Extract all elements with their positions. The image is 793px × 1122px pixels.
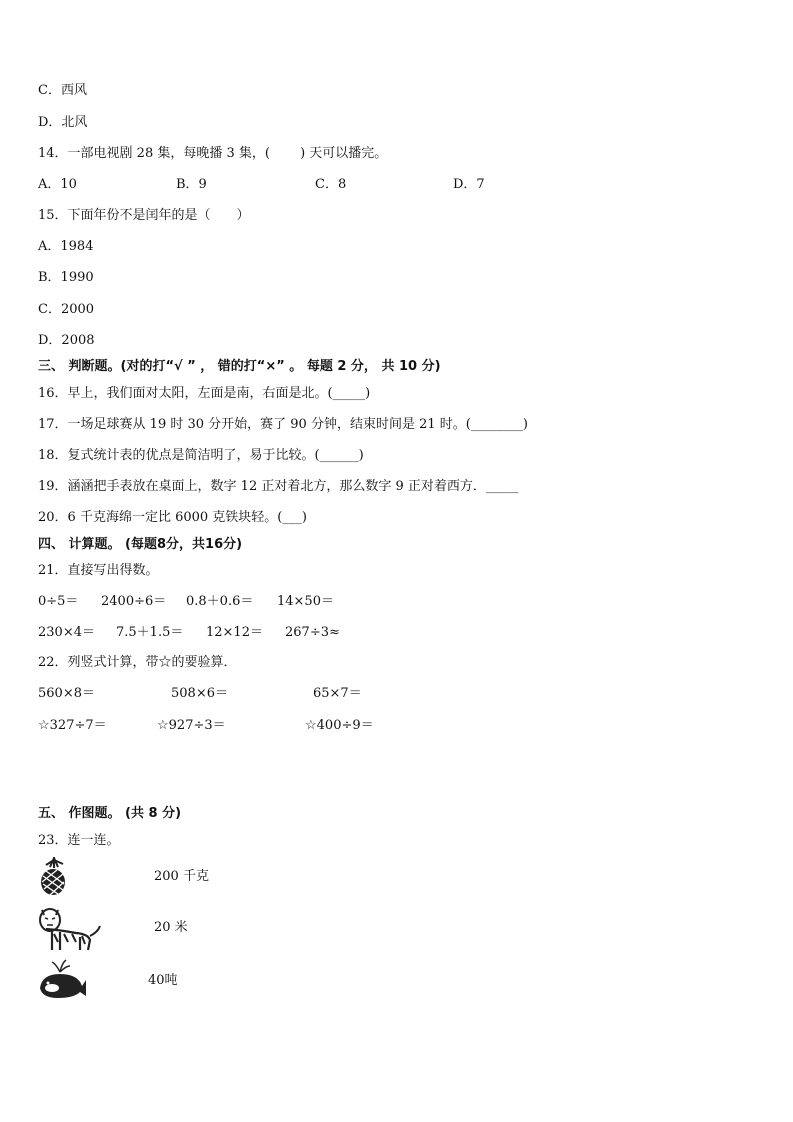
q21-item: 2400÷6＝: [101, 594, 167, 609]
q21-item: 14×50＝: [277, 594, 334, 609]
q21-item: 230×4＝: [38, 625, 95, 640]
q22-item: ☆927÷3＝: [157, 718, 226, 733]
q22-item: 560×8＝: [38, 686, 95, 701]
q22-item: ☆327÷7＝: [38, 718, 107, 733]
pineapple-icon: [36, 856, 72, 896]
label-200kg: 200 千克: [154, 869, 209, 884]
whale-icon: [36, 958, 88, 1000]
q14-stem: 14．一部电视剧 28 集，每晚播 3 集，( ) 天可以播完。: [38, 146, 388, 161]
q17: 17．一场足球赛从 19 时 30 分开始，赛了 90 分钟，结束时间是 21 时。(________): [38, 417, 528, 432]
q20: 20．6 千克海绵一定比 6000 克铁块轻。(___): [38, 510, 307, 525]
q21-item: 267÷3≈: [285, 625, 340, 640]
q16: 16．早上，我们面对太阳，左面是南，右面是北。(_____): [38, 386, 371, 401]
q15-stem: 15．下面年份不是闰年的是（ ）: [38, 208, 250, 223]
q21-item: 7.5＋1.5＝: [116, 625, 184, 640]
q23-stem: 23．连一连。: [38, 833, 120, 848]
section3-heading: 三、 判断题。(对的打“√ ” ， 错的打“×” 。 每题 2 分， 共 10 分): [38, 359, 441, 374]
section5-heading: 五、 作图题。 (共 8 分): [38, 806, 182, 821]
q22-stem: 22．列竖式计算，带☆的要验算．: [38, 655, 237, 670]
q21-stem: 21．直接写出得数。: [38, 563, 159, 578]
q14-option-c: C．8: [315, 177, 347, 192]
q14-option-b: B．9: [176, 177, 207, 192]
label-20m: 20 米: [154, 920, 188, 935]
q22-item: 65×7＝: [313, 686, 362, 701]
q15-option-c: C．2000: [38, 302, 95, 317]
q14-option-d: D．7: [453, 177, 485, 192]
tiger-icon: [36, 906, 102, 952]
q15-option-b: B．1990: [38, 270, 94, 285]
section4-heading: 四、 计算题。 (每题8分，共16分): [38, 537, 243, 552]
q15-option-a: A．1984: [38, 239, 94, 254]
q15-option-d: D．2008: [38, 333, 95, 348]
q22-item: ☆400÷9＝: [305, 718, 374, 733]
q19: 19．涵涵把手表放在桌面上，数字 12 正对着北方，那么数字 9 正对着西方．_____: [38, 479, 519, 494]
q13-option-d: D．北风: [38, 115, 88, 130]
label-40t: 40吨: [148, 973, 178, 988]
q14-option-a: A．10: [38, 177, 77, 192]
q21-item: 12×12＝: [206, 625, 263, 640]
q13-option-c: C．西风: [38, 83, 87, 98]
q18: 18．复式统计表的优点是简洁明了，易于比较。(______): [38, 448, 364, 463]
q21-item: 0÷5＝: [38, 594, 79, 609]
q22-item: 508×6＝: [171, 686, 228, 701]
q21-item: 0.8＋0.6＝: [186, 594, 254, 609]
